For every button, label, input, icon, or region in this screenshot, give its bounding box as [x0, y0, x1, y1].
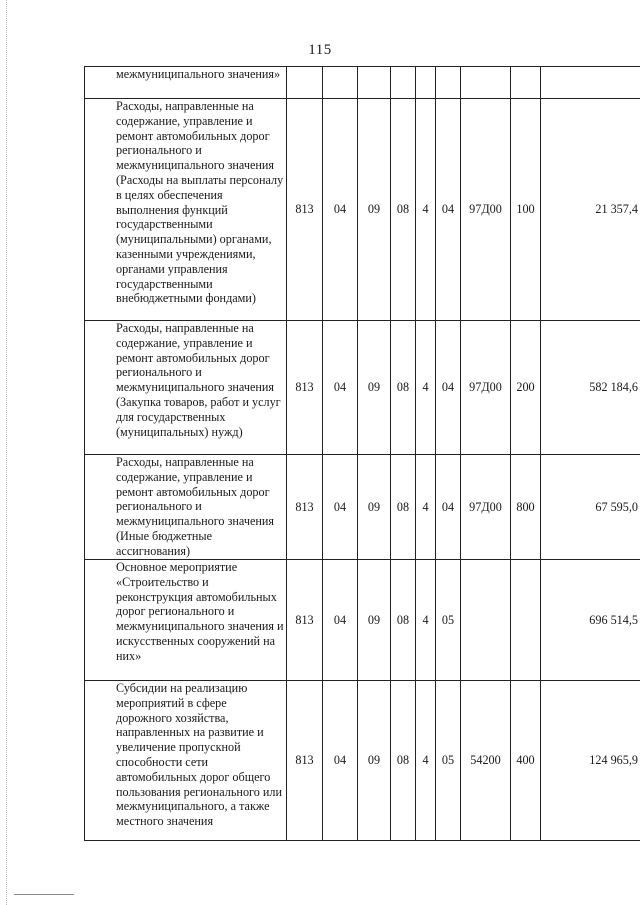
expense-type-cell: 100: [511, 99, 541, 321]
program-cell: 08: [391, 321, 416, 455]
description-cell: Субсидии на реализацию мероприятий в сфере дорожного хозяйства, направленных на развитие и увеличение пропускной способности сети автомобильных дорог общего пользования регионального или межмуниципального, а также местного значения: [85, 681, 287, 841]
section-cell: 04: [323, 99, 358, 321]
event-cell: 04: [436, 99, 461, 321]
admin-code-cell: [287, 67, 323, 99]
table-row: [85, 681, 640, 841]
event-cell: 04: [436, 321, 461, 455]
description-cell: Основное мероприятие «Строительство и реконструкция автомобильных дорог регионального и межмуниципального значения и искусственных сооружений на них»: [85, 560, 287, 681]
table-row: [85, 99, 640, 321]
binding-margin: [0, 0, 7, 905]
direction-cell: 97Д00: [461, 99, 511, 321]
admin-code-cell: 813: [287, 99, 323, 321]
subprogram-cell: 4: [416, 560, 436, 681]
direction-cell: 97Д00: [461, 321, 511, 455]
direction-cell: [461, 67, 511, 99]
admin-code-cell: 813: [287, 560, 323, 681]
direction-cell: 54200: [461, 681, 511, 841]
amount-cell: 124 965,9: [541, 681, 640, 841]
event-cell: 05: [436, 681, 461, 841]
expense-type-cell: [511, 67, 541, 99]
description-cell: Расходы, направленные на содержание, управление и ремонт автомобильных дорог регионального и межмуниципального значения (Закупка товаров, работ и услуг для государственных (муниципальных) нужд): [85, 321, 287, 455]
subprogram-cell: 4: [416, 681, 436, 841]
amount-cell: 21 357,4: [541, 99, 640, 321]
description-cell: Расходы, направленные на содержание, управление и ремонт автомобильных дорог регионального и межмуниципального значения (Иные бюджетные ассигнования): [85, 455, 287, 560]
description-cell: межмуниципального значения»: [85, 67, 287, 99]
program-cell: [391, 67, 416, 99]
event-cell: 04: [436, 455, 461, 560]
subsection-cell: 09: [358, 455, 391, 560]
section-cell: [323, 67, 358, 99]
budget-table: [84, 66, 640, 841]
subprogram-cell: [416, 67, 436, 99]
table-row: [85, 560, 640, 681]
section-cell: 04: [323, 681, 358, 841]
direction-cell: 97Д00: [461, 455, 511, 560]
direction-cell: [461, 560, 511, 681]
table-row: [85, 455, 640, 560]
subsection-cell: 09: [358, 321, 391, 455]
expense-type-cell: 400: [511, 681, 541, 841]
admin-code-cell: 813: [287, 455, 323, 560]
subprogram-cell: 4: [416, 455, 436, 560]
event-cell: 05: [436, 560, 461, 681]
amount-cell: 696 514,5: [541, 560, 640, 681]
section-cell: 04: [323, 560, 358, 681]
amount-cell: [541, 67, 640, 99]
subsection-cell: 09: [358, 560, 391, 681]
expense-type-cell: 200: [511, 321, 541, 455]
program-cell: 08: [391, 455, 416, 560]
table-row: [85, 67, 640, 99]
amount-cell: 582 184,6: [541, 321, 640, 455]
expense-type-cell: 800: [511, 455, 541, 560]
description-cell: Расходы, направленные на содержание, управление и ремонт автомобильных дорог регионального и межмуниципального значения (Расходы на выплаты персоналу в целях обеспечения выполнения функций государственными (муниципальными) органами, казенными учреждениями, органами управления государственными внебюджетными фондами): [85, 99, 287, 321]
amount-cell: 67 595,0: [541, 455, 640, 560]
program-cell: 08: [391, 560, 416, 681]
expense-type-cell: [511, 560, 541, 681]
footer-rule: [14, 894, 74, 895]
admin-code-cell: 813: [287, 321, 323, 455]
subsection-cell: 09: [358, 99, 391, 321]
section-cell: 04: [323, 321, 358, 455]
admin-code-cell: 813: [287, 681, 323, 841]
table-row: [85, 321, 640, 455]
subprogram-cell: 4: [416, 99, 436, 321]
subsection-cell: [358, 67, 391, 99]
program-cell: 08: [391, 681, 416, 841]
program-cell: 08: [391, 99, 416, 321]
event-cell: [436, 67, 461, 99]
subsection-cell: 09: [358, 681, 391, 841]
page-number: 115: [308, 42, 332, 58]
section-cell: 04: [323, 455, 358, 560]
subprogram-cell: 4: [416, 321, 436, 455]
